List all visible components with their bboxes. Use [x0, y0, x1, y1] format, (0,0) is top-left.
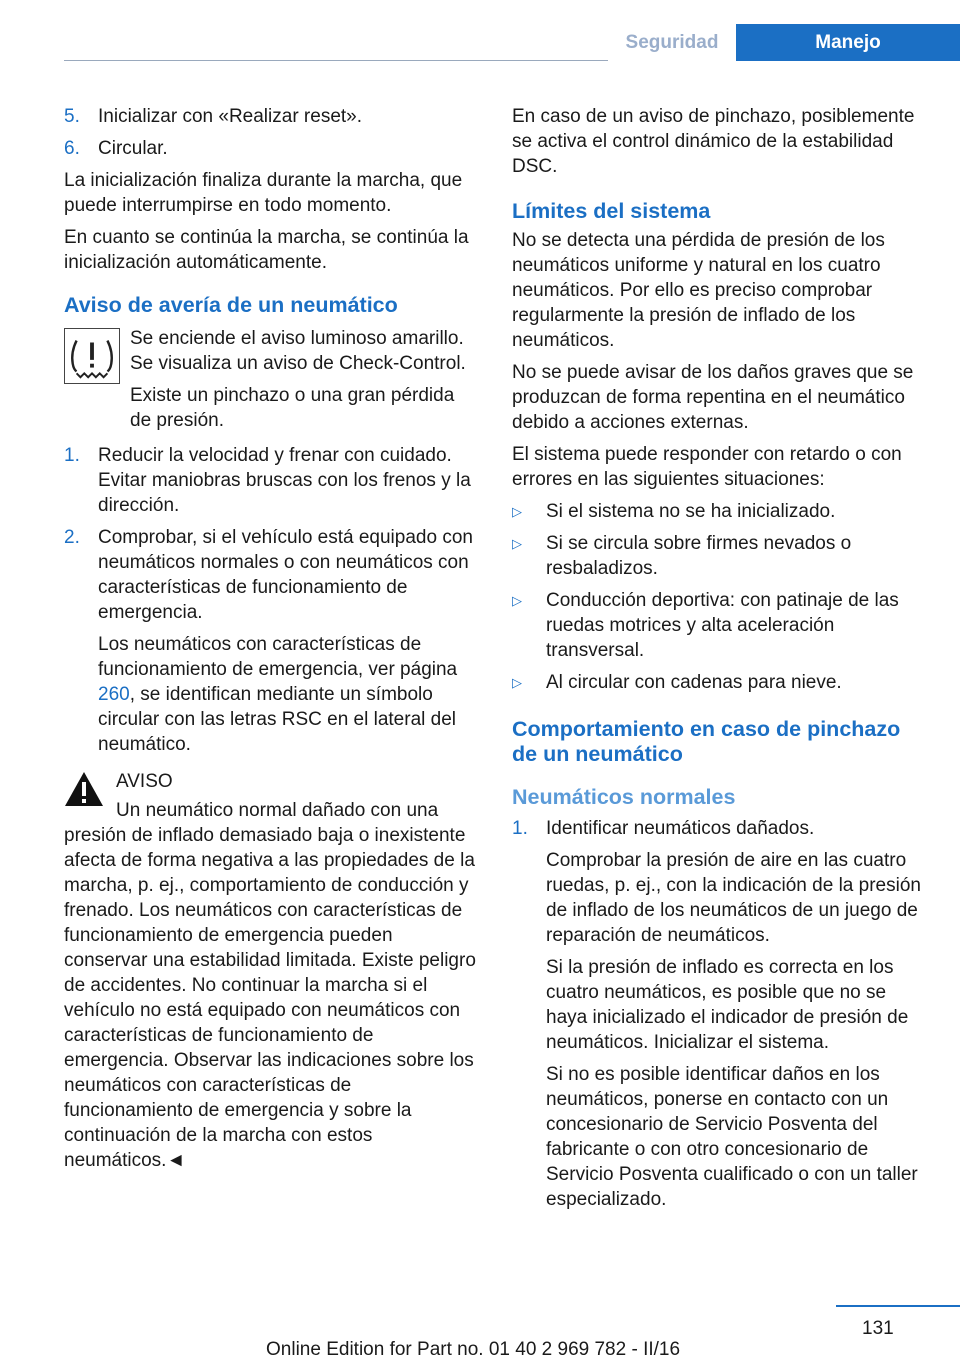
- icon-description: Se enciende el aviso luminoso amarillo. Se visualiza un aviso de Check-Control.: [130, 328, 466, 374]
- item-text: Inicializar con «Realizar reset».: [98, 106, 363, 127]
- list-item: [512, 670, 928, 695]
- right-column: [512, 104, 928, 1219]
- tire-pressure-warning-icon: [64, 328, 120, 384]
- step1-sub-1: Comprobar la presión de aire en las cuatro ruedas, p. ej., con la indicación de la presión de inflado de los neumáticos de un juego de reparación de neumáticos.: [546, 850, 921, 946]
- icon-description-2: Existe un pinchazo o una gran pérdida de presión.: [130, 385, 455, 431]
- tab-manejo[interactable]: Manejo: [736, 24, 960, 61]
- page-link-260[interactable]: 260: [98, 684, 130, 705]
- left-column: [64, 104, 480, 1180]
- warning-triangle-icon: [64, 771, 104, 807]
- bullet-text: Al circular con cadenas para nieve.: [546, 672, 842, 693]
- list-item: [512, 816, 928, 841]
- bullet-icon: ▷: [512, 504, 522, 519]
- bullet-icon: ▷: [512, 675, 522, 690]
- bullet-text: Si el sistema no se ha inicializado.: [546, 501, 836, 522]
- item-number: 6.: [64, 138, 80, 159]
- item-text: Circular.: [98, 138, 168, 159]
- page-number: 131: [862, 1318, 894, 1339]
- warning-title: AVISO: [116, 771, 173, 792]
- bullet-icon: ▷: [512, 593, 522, 608]
- step2-subparagraph: [64, 632, 480, 757]
- list-item: [64, 136, 480, 161]
- list-item: [512, 531, 928, 581]
- heading-comportamiento: Comportamiento en caso de pinchazo de un neumático: [512, 717, 901, 766]
- bullet-text: Conducción deportiva: con patinaje de las ruedas motrices y alta aceleración transversal.: [546, 590, 899, 661]
- footer-rule: [836, 1305, 960, 1307]
- paragraph-continuacion: En cuanto se continúa la marcha, se continúa la inicialización automáticamente.: [64, 227, 469, 273]
- heading-neumaticos-normales: Neumáticos normales: [512, 785, 736, 809]
- list-item: [512, 588, 928, 663]
- end-marker: ◄: [166, 1150, 186, 1171]
- warning-body: Un neumático normal dañado con una presión de inflado demasiado baja o inexistente afecta de forma negativa a las propiedades de la marcha, p. ej., comportamiento de conducción y frenado. Los neumáticos con características de funcionamiento de emergencia pueden conservar una estabilidad limitada. Existe peligro de accidentes. No continuar la marcha si el vehículo no está equipado con neumáticos con características de funcionamiento de emergencia. Observar las indicaciones sobre los neumáticos con características de funcionamiento de emergencia y sobre la continuación de la marcha con estos neumáticos.: [64, 800, 476, 1171]
- sub-text-a: Los neumáticos con características de funcionamiento de emergencia, ver página: [98, 634, 458, 680]
- heading-limites: Límites del sistema: [512, 199, 711, 223]
- item-number: 2.: [64, 527, 80, 548]
- item-number: 1.: [64, 445, 80, 466]
- list-item: [512, 499, 928, 524]
- step1-sub-2: Si la presión de inflado es correcta en los cuatro neumáticos, es posible que no se haya inicializado el indicador de presión de neumáticos. Inicializar el sistema.: [546, 957, 909, 1053]
- bullet-icon: ▷: [512, 536, 522, 551]
- warning-block: [64, 769, 480, 1173]
- item-number: 1.: [512, 818, 528, 839]
- tab-seguridad[interactable]: Seguridad: [608, 24, 736, 61]
- step1-sub-3: Si no es posible identificar daños en los neumáticos, ponerse en contacto con un concesionario de Servicio Posventa del fabricante o con otro concesionario de Servicio Posventa cualificado o con un taller especializado.: [546, 1064, 918, 1210]
- warning-text: [64, 798, 480, 1173]
- bullet-text: Si se circula sobre firmes nevados o resbaladizos.: [546, 533, 852, 579]
- paragraph-dsc: En caso de un aviso de pinchazo, posiblemente se activa el control dinámico de la estabilidad DSC.: [512, 106, 915, 177]
- item-text: Reducir la velocidad y frenar con cuidado. Evitar maniobras bruscas con los frenos y la dirección.: [98, 445, 471, 516]
- paragraph-limites-1: No se detecta una pérdida de presión de los neumáticos uniforme y natural en los cuatro neumáticos. Por ello es preciso comprobar regularmente la presión de inflado de los neumáticos.: [512, 230, 885, 351]
- paragraph-limites-2: No se puede avisar de los daños graves que se produzcan de forma repentina en el neumático debido a acciones externas.: [512, 362, 914, 433]
- heading-aviso-averia: Aviso de avería de un neumático: [64, 293, 398, 317]
- paragraph-limites-3: El sistema puede responder con retardo o con errores en las siguientes situaciones:: [512, 444, 902, 490]
- list-item: [64, 104, 480, 129]
- item-text: Comprobar, si el vehículo está equipado con neumáticos normales o con neumáticos con características de funcionamiento de emergencia.: [98, 527, 473, 623]
- edition-note: Online Edition for Part no. 01 40 2 969 782 - II/16: [266, 1339, 681, 1360]
- sub-text-b: , se identifican mediante un símbolo circular con las letras RSC en el lateral del neumático.: [98, 684, 456, 755]
- item-number: 5.: [64, 106, 80, 127]
- paragraph-inicializacion: La inicialización finaliza durante la marcha, que puede interrumpirse en todo momento.: [64, 170, 463, 216]
- list-item: [64, 525, 480, 625]
- item-text: Identificar neumáticos dañados.: [546, 818, 815, 839]
- list-item: [64, 443, 480, 518]
- tire-pressure-warning-block: [64, 326, 480, 433]
